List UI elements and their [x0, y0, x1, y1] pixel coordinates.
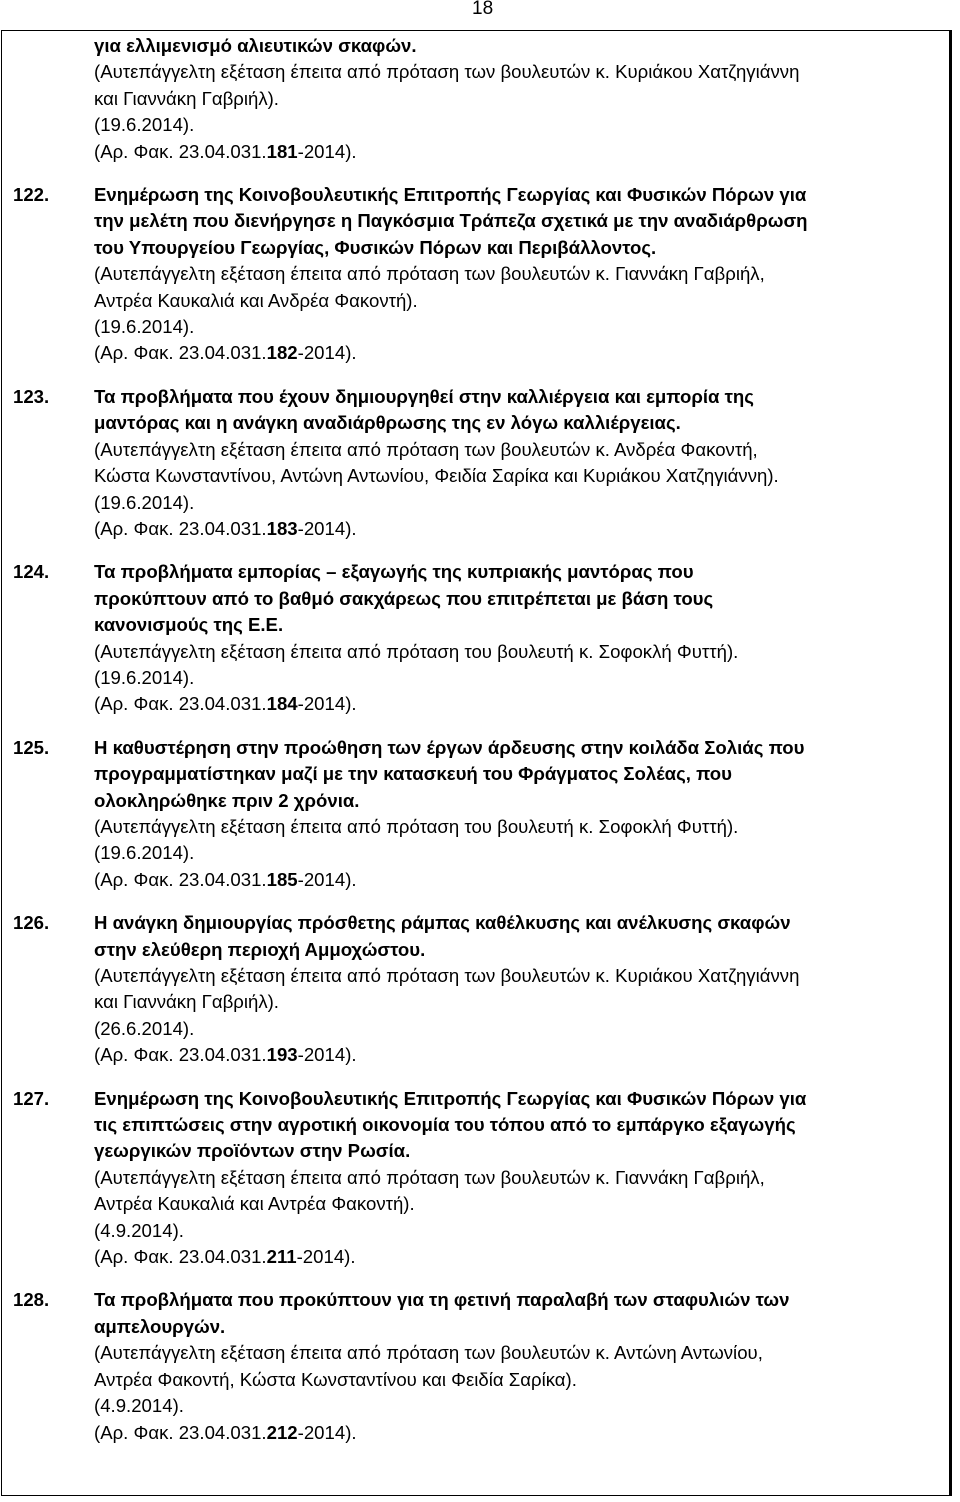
file-ref-suffix: -2014). [296, 1246, 356, 1268]
item-title-line: Τα προβλήματα εμπορίας – εξαγωγής της κυπριακής μαντόρας που [94, 561, 694, 583]
item-number: 127. [13, 1087, 50, 1109]
file-ref-prefix: (Αρ. Φακ. 23.04.031. [94, 342, 267, 364]
item-title-line: του Υπουργείου Γεωργίας, Φυσικών Πόρων και Περιβάλλοντος. [94, 236, 657, 258]
item-file-ref [94, 1420, 960, 1446]
file-ref-suffix: -2014). [297, 693, 357, 715]
item-title-line: Ενημέρωση της Κοινοβουλευτικής Επιτροπής Γεωργίας και Φυσικών Πόρων για [94, 1087, 807, 1109]
item-title-line: Η ανάγκη δημιουργίας πρόσθετης ράμπας καθέλκυσης και ανέλκυσης σκαφών [94, 912, 791, 934]
item-number: 126. [13, 912, 50, 934]
item-title-line: Η καθυστέρηση στην προώθηση των έργων άρδευσης στην κοιλάδα Σολιάς που [94, 736, 805, 758]
agenda-item [0, 1287, 960, 1445]
item-date: (19.6.2014). [94, 491, 195, 513]
item-file-ref [94, 340, 960, 366]
file-ref-suffix: -2014). [297, 868, 357, 890]
agenda-item [0, 384, 960, 542]
item-title-line: γεωργικών προϊόντων στην Ρωσία. [94, 1140, 411, 1162]
item-proposal-line: (Αυτεπάγγελτη εξέταση έπειτα από πρόταση των βουλευτών κ. Κυριάκου Χατζηγιάννη [94, 965, 800, 986]
item-proposal-line: (Αυτεπάγγελτη εξέταση έπειτα από πρόταση των βουλευτών κ. Ανδρέα Φακοντή, [94, 438, 758, 460]
file-ref-number: 183 [266, 517, 298, 539]
item-title-line: την μελέτη που διενήργησε η Παγκόσμια Τράπεζα σχετικά με την αναδιάρθρωση [94, 210, 808, 232]
item-title-line: για ελλιμενισμό αλιευτικών σκαφών. [94, 35, 417, 56]
item-date: (19.6.2014). [94, 666, 195, 688]
file-ref-suffix: -2014). [297, 517, 357, 539]
item-title-line: στην ελεύθερη περιοχή Αμμοχώστου. [94, 938, 426, 960]
agenda-item-continued [0, 33, 960, 165]
item-file-ref [94, 516, 960, 542]
item-title-line: Τα προβλήματα που προκύπτουν για τη φετινή παραλαβή των σταφυλιών των [94, 1289, 790, 1311]
item-proposal-line: Αντρέα Φακοντή, Κώστα Κωνσταντίνου και Φειδία Σαρίκα). [94, 1368, 577, 1390]
agenda-item [0, 910, 960, 1068]
item-title-line: μαντόρας και η ανάγκη αναδιάρθρωσης της εν λόγω καλλιέργειας. [94, 412, 681, 434]
file-ref-prefix: (Αρ. Φακ. 23.04.031. [94, 1044, 267, 1066]
item-proposal-line: Αντρέα Καυκαλιά και Ανδρέα Φακοντή). [94, 289, 418, 311]
file-ref-number: 184 [266, 693, 298, 715]
item-title-line: Ενημέρωση της Κοινοβουλευτικής Επιτροπής Γεωργίας και Φυσικών Πόρων για [94, 184, 807, 206]
item-title-line: κανονισμούς της Ε.Ε. [94, 614, 284, 636]
item-file-ref [94, 867, 960, 893]
item-number: 128. [13, 1289, 50, 1311]
item-number: 123. [13, 385, 50, 407]
item-proposal-line: (Αυτεπάγγελτη εξέταση έπειτα από πρόταση των βουλευτών κ. Γιαννάκη Γαβριήλ, [94, 263, 765, 285]
item-file-ref [94, 691, 960, 717]
file-ref-prefix: (Αρ. Φακ. 23.04.031. [94, 868, 267, 890]
item-file-ref [94, 139, 960, 165]
item-proposal-line: και Γιαννάκη Γαβριήλ). [94, 991, 279, 1013]
file-ref-prefix: (Αρ. Φακ. 23.04.031. [94, 1421, 267, 1443]
item-date: (4.9.2014). [94, 1219, 184, 1241]
file-ref-number: 211 [266, 1246, 297, 1268]
agenda-item [0, 735, 960, 893]
item-date: (19.6.2014). [94, 114, 195, 136]
agenda-list [0, 33, 960, 1446]
agenda-item [0, 1086, 960, 1271]
item-title-line: προκύπτουν από το βαθμό σακχάρεως που επιτρέπεται με βάση τους [94, 587, 714, 609]
agenda-item [0, 559, 960, 717]
file-ref-prefix: (Αρ. Φακ. 23.04.031. [94, 1246, 267, 1268]
file-ref-suffix: -2014). [297, 342, 357, 364]
item-file-ref [94, 1244, 960, 1270]
page-number: 18 [472, 0, 494, 19]
file-ref-number: 212 [266, 1421, 298, 1443]
item-file-ref [94, 1042, 960, 1068]
file-ref-prefix: (Αρ. Φακ. 23.04.031. [94, 693, 267, 715]
item-proposal-line: και Γιαννάκη Γαβριήλ). [94, 87, 279, 109]
file-ref-number: 193 [266, 1044, 298, 1066]
file-ref-suffix: -2014). [297, 140, 357, 162]
item-date: (19.6.2014). [94, 842, 195, 864]
item-proposal-line: (Αυτεπάγγελτη εξέταση έπειτα από πρόταση του βουλευτή κ. Σοφοκλή Φυττή). [94, 815, 739, 837]
item-number: 124. [13, 561, 50, 583]
item-date: (19.6.2014). [94, 316, 195, 338]
item-date: (26.6.2014). [94, 1017, 195, 1039]
item-number: 125. [13, 736, 50, 758]
item-title-line: Τα προβλήματα που έχουν δημιουργηθεί στην καλλιέργεια και εμπορία της [94, 385, 754, 407]
agenda-item [0, 182, 960, 367]
item-title-line: ολοκληρώθηκε πριν 2 χρόνια. [94, 789, 360, 811]
item-date: (4.9.2014). [94, 1395, 184, 1417]
item-proposal-line: Αντρέα Καυκαλιά και Αντρέα Φακοντή). [94, 1193, 415, 1215]
file-ref-number: 181 [266, 140, 298, 162]
file-ref-number: 185 [266, 868, 298, 890]
item-number: 122. [13, 184, 50, 206]
item-proposal-line: (Αυτεπάγγελτη εξέταση έπειτα από πρόταση του βουλευτή κ. Σοφοκλή Φυττή). [94, 640, 739, 662]
item-title-line: προγραμματίστηκαν μαζί με την κατασκευή του Φράγματος Σολέας, που [94, 763, 732, 785]
file-ref-prefix: (Αρ. Φακ. 23.04.031. [94, 140, 267, 162]
file-ref-suffix: -2014). [297, 1421, 357, 1443]
item-title-line: τις επιπτώσεις στην αγροτική οικονομία του τόπου από το εμπάργκο εξαγωγής [94, 1114, 796, 1136]
item-proposal-line: (Αυτεπάγγελτη εξέταση έπειτα από πρόταση των βουλευτών κ. Γιαννάκη Γαβριήλ, [94, 1166, 765, 1188]
item-proposal-line: (Αυτεπάγγελτη εξέταση έπειτα από πρόταση των βουλευτών κ. Αντώνη Αντωνίου, [94, 1342, 763, 1364]
item-proposal-line: (Αυτεπάγγελτη εξέταση έπειτα από πρόταση των βουλευτών κ. Κυριάκου Χατζηγιάννη [94, 61, 800, 83]
item-title-line: αμπελουργών. [94, 1315, 226, 1337]
file-ref-prefix: (Αρ. Φακ. 23.04.031. [94, 517, 267, 539]
file-ref-number: 182 [266, 342, 298, 364]
item-proposal-line: Κώστα Κωνσταντίνου, Αντώνη Αντωνίου, Φειδία Σαρίκα και Κυριάκου Χατζηγιάννη). [94, 465, 779, 487]
file-ref-suffix: -2014). [297, 1044, 357, 1066]
